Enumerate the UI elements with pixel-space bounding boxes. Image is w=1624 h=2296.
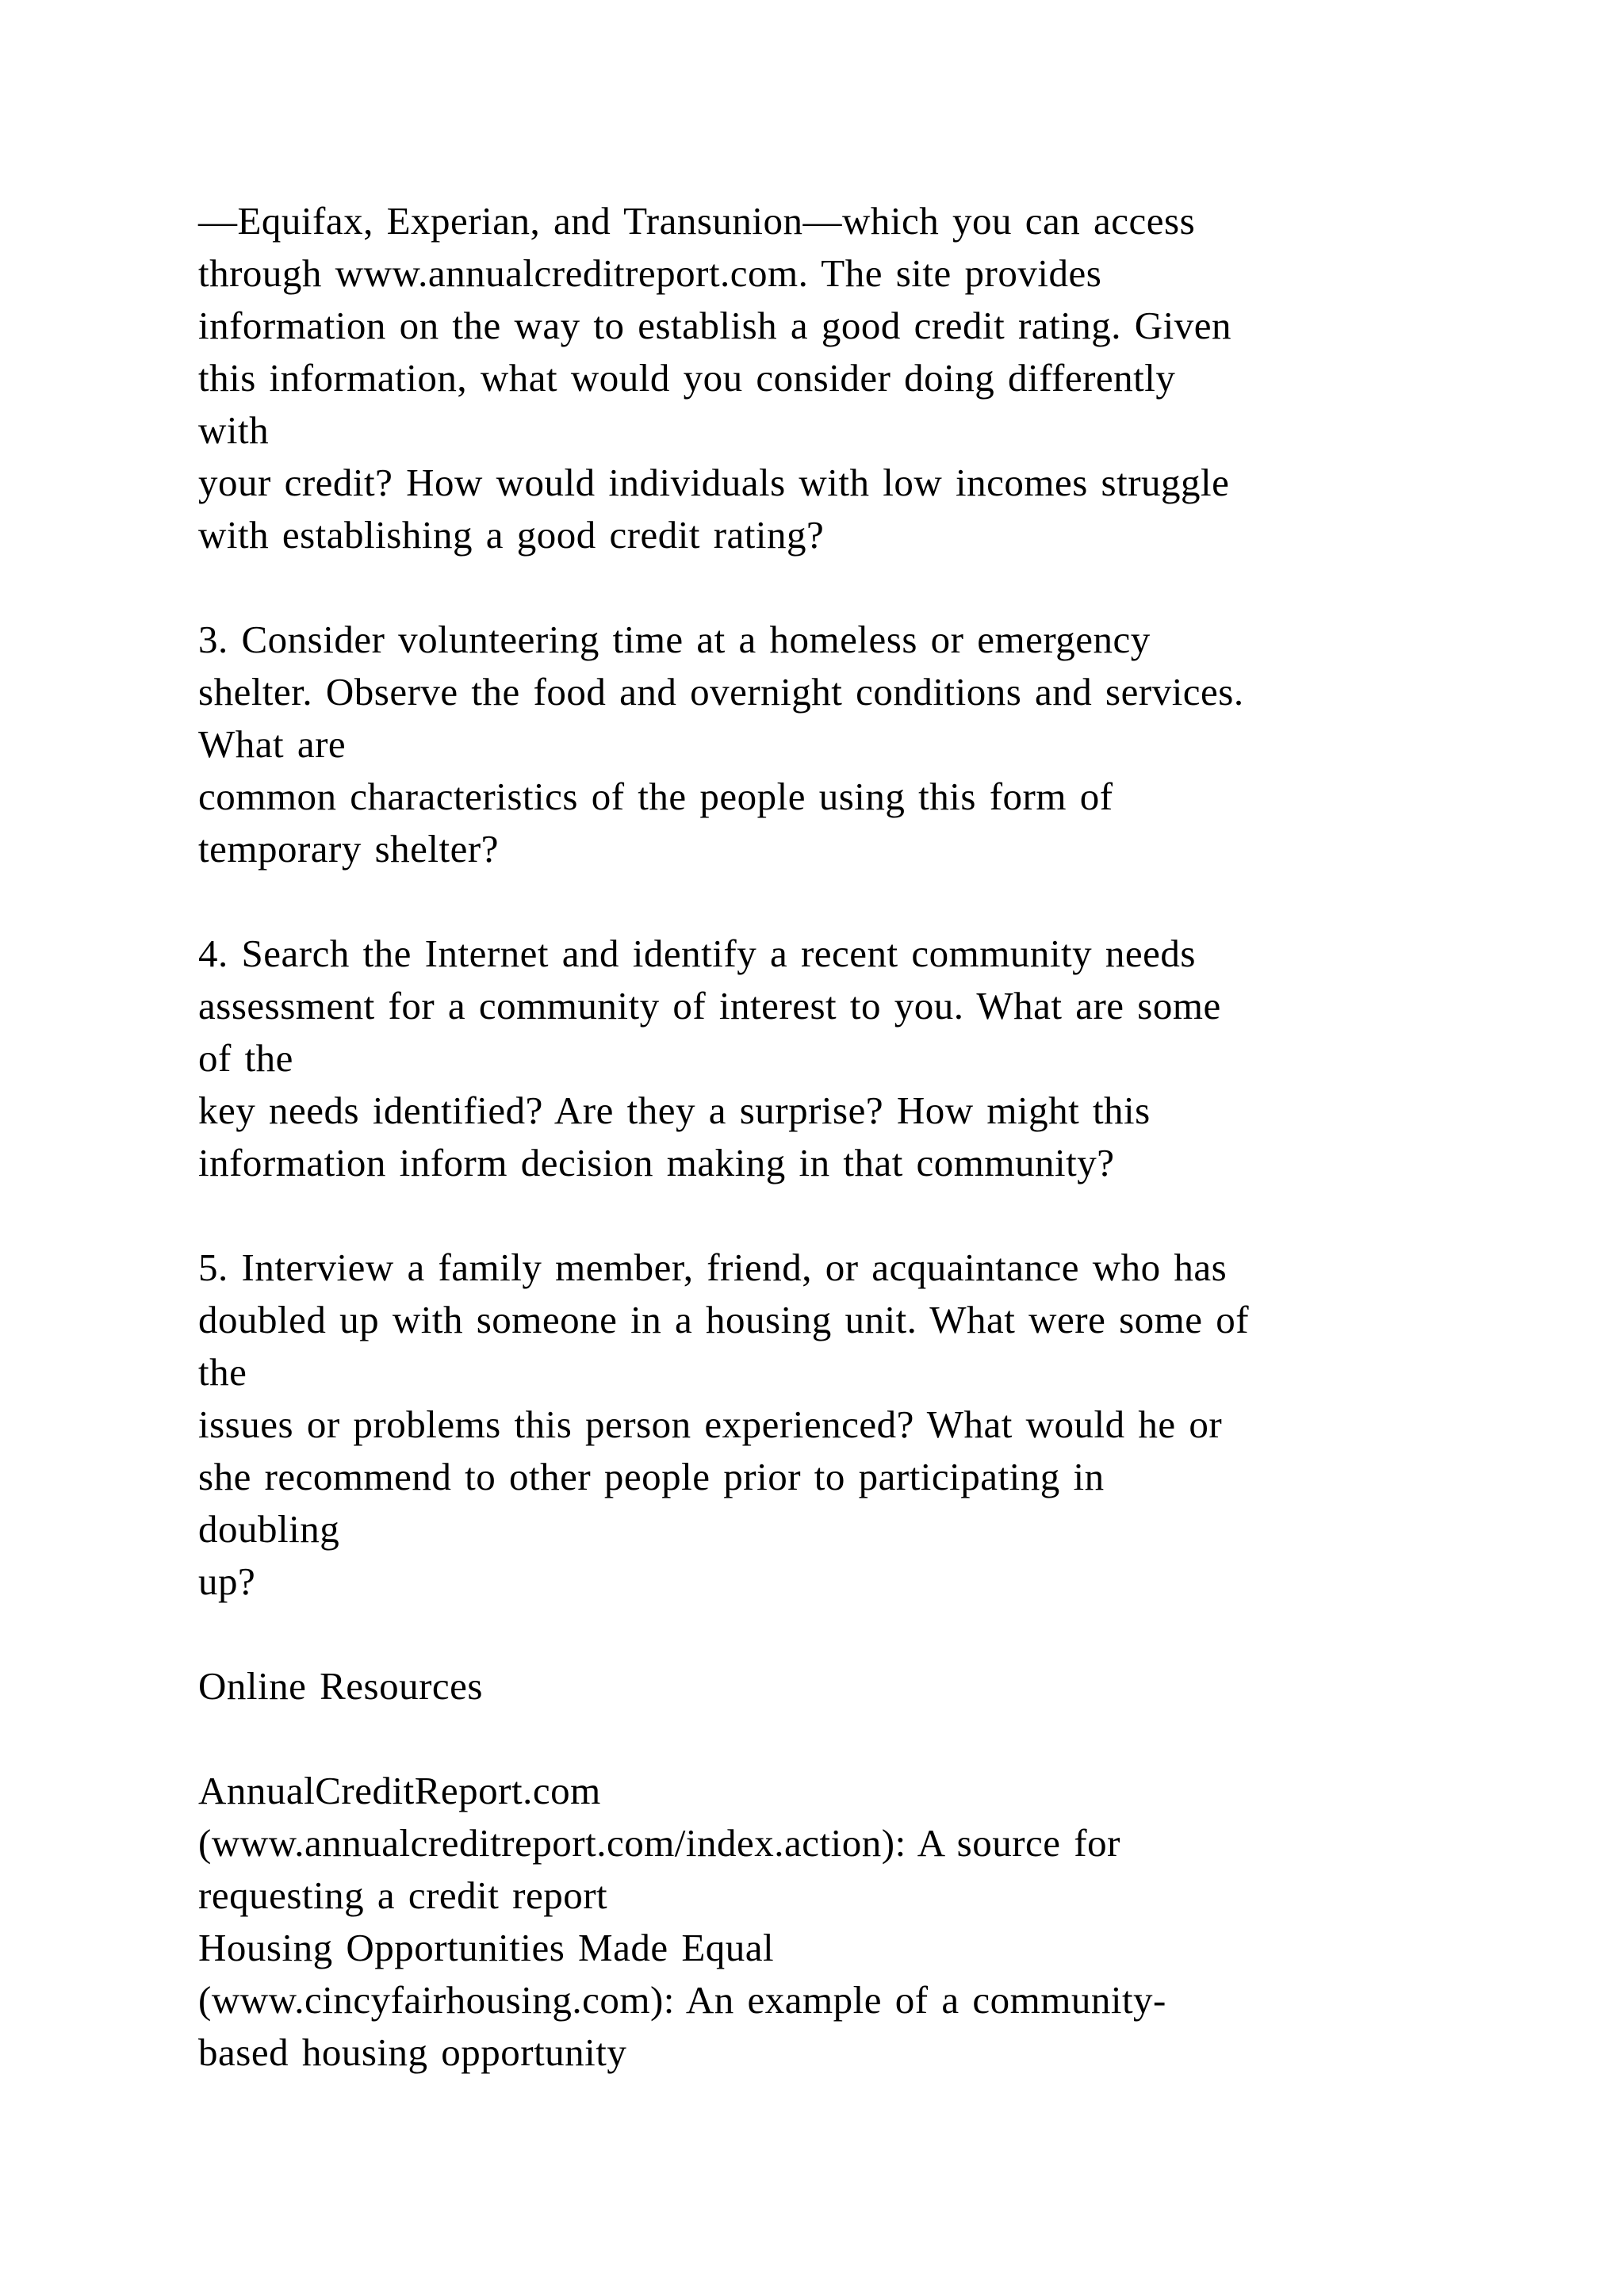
resource-description: based housing opportunity: [198, 2030, 627, 2074]
text-line: 5. Interview a family member, friend, or acquaintance who has: [198, 1246, 1228, 1289]
text-line: 4. Search the Internet and identify a recent community needs: [198, 932, 1196, 975]
text-line: doubling: [198, 1507, 340, 1551]
text-line: —Equifax, Experian, and Transunion—which you can access: [198, 199, 1196, 243]
paragraph-question-3: [198, 614, 1546, 875]
text-line: with establishing a good credit rating?: [198, 513, 825, 557]
resource-description: (www.cincyfairhousing.com): An example of a community-: [198, 1978, 1166, 2022]
paragraph-gap: [198, 1189, 1546, 1242]
paragraph-gap: [198, 561, 1546, 614]
text-line: with: [198, 408, 270, 452]
document-body: [198, 195, 1546, 2079]
text-line: temporary shelter?: [198, 827, 499, 871]
text-line: 3. Consider volunteering time at a homeless or emergency: [198, 618, 1151, 661]
text-line: common characteristics of the people using this form of: [198, 775, 1113, 818]
resource-description: requesting a credit report: [198, 1873, 608, 1917]
paragraph-gap: [198, 1608, 1546, 1660]
resource-title: AnnualCreditReport.com: [198, 1769, 601, 1812]
paragraph-question-4: [198, 928, 1546, 1189]
paragraph-credit-report: [198, 195, 1546, 561]
section-heading: Online Resources: [198, 1664, 483, 1708]
text-line: doubled up with someone in a housing unit. What were some of: [198, 1298, 1250, 1341]
section-heading-online-resources: [198, 1660, 1546, 1712]
resource-description: (www.annualcreditreport.com/index.action): A source for: [198, 1821, 1120, 1865]
text-line: through www.annualcreditreport.com. The site provides: [198, 251, 1102, 295]
text-line: What are: [198, 722, 347, 766]
text-line: up?: [198, 1559, 256, 1603]
resource-title: Housing Opportunities Made Equal: [198, 1926, 775, 1969]
paragraph-question-5: [198, 1242, 1546, 1608]
text-line: issues or problems this person experienced? What would he or: [198, 1402, 1223, 1446]
paragraph-gap: [198, 1712, 1546, 1765]
text-line: of the: [198, 1036, 293, 1080]
text-line: information inform decision making in that community?: [198, 1141, 1115, 1184]
text-line: your credit? How would individuals with low incomes struggle: [198, 461, 1230, 504]
text-line: she recommend to other people prior to participating in: [198, 1455, 1105, 1498]
text-line: information on the way to establish a good credit rating. Given: [198, 304, 1232, 347]
paragraph-resource-list: [198, 1765, 1546, 2079]
text-line: the: [198, 1350, 247, 1394]
paragraph-gap: [198, 875, 1546, 928]
text-line: assessment for a community of interest to you. What are some: [198, 984, 1221, 1027]
text-line: shelter. Observe the food and overnight conditions and services.: [198, 670, 1244, 714]
text-line: key needs identified? Are they a surprise? How might this: [198, 1089, 1151, 1132]
text-line: this information, what would you consider doing differently: [198, 356, 1176, 400]
